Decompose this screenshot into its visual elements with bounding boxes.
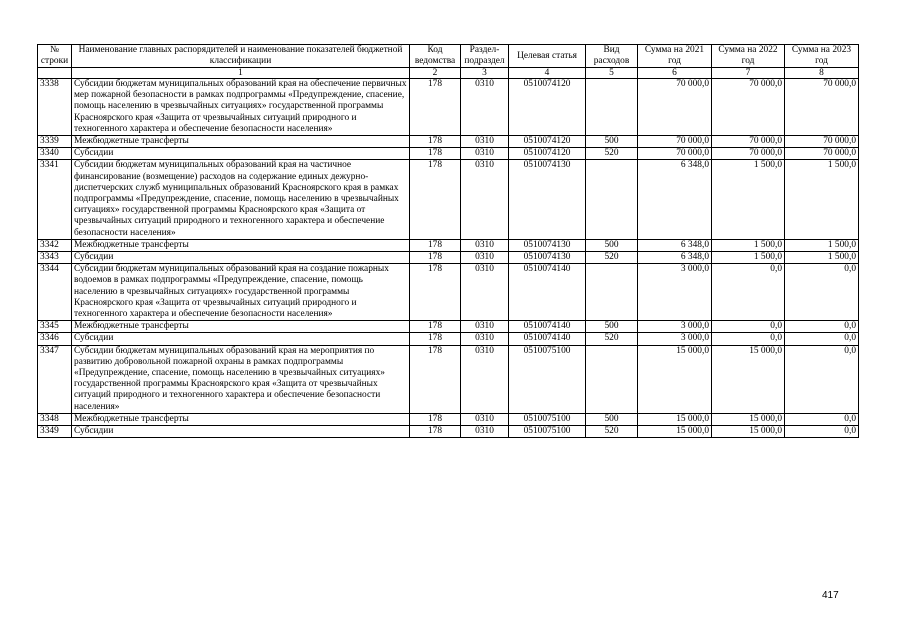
- sum-2022: 15 000,0: [712, 426, 785, 438]
- table-row: [38, 239, 859, 251]
- expense-type: [586, 160, 638, 239]
- header-sum-2021: Сумма на 2021 год: [638, 45, 712, 68]
- target-article: 0510074130: [509, 239, 586, 251]
- expense-type: [586, 79, 638, 136]
- indicator-name: Межбюджетные трансферты: [72, 136, 410, 148]
- sum-2023: 70 000,0: [785, 136, 859, 148]
- row-number: 3346: [38, 333, 72, 345]
- header-name: Наименование главных распорядителей и наименование показателей бюджетной классификации: [72, 45, 410, 68]
- indicator-name: Межбюджетные трансферты: [72, 321, 410, 333]
- section-code: 0310: [461, 345, 509, 413]
- sum-2022: 70 000,0: [712, 148, 785, 160]
- page-number: 417: [822, 590, 839, 601]
- target-article: 0510075100: [509, 413, 586, 425]
- sum-2023: 0,0: [785, 426, 859, 438]
- table-row: [38, 79, 859, 136]
- table-row: [38, 345, 859, 413]
- sum-2021: 70 000,0: [638, 136, 712, 148]
- table-body: [38, 79, 859, 438]
- sum-2022: 70 000,0: [712, 136, 785, 148]
- dept-code: 178: [410, 333, 461, 345]
- row-number: 3343: [38, 252, 72, 264]
- row-number: 3347: [38, 345, 72, 413]
- sum-2021: 3 000,0: [638, 264, 712, 321]
- table-row: [38, 136, 859, 148]
- section-code: 0310: [461, 79, 509, 136]
- budget-table: [37, 44, 859, 438]
- indicator-name: Субсидии: [72, 333, 410, 345]
- target-article: 0510074120: [509, 136, 586, 148]
- column-number: 1: [72, 68, 410, 79]
- row-number: 3349: [38, 426, 72, 438]
- expense-type: [586, 264, 638, 321]
- column-number: 2: [410, 68, 461, 79]
- sum-2022: 70 000,0: [712, 79, 785, 136]
- column-number: 4: [509, 68, 586, 79]
- row-number: 3342: [38, 239, 72, 251]
- sum-2022: 0,0: [712, 264, 785, 321]
- sum-2021: 15 000,0: [638, 426, 712, 438]
- section-code: 0310: [461, 426, 509, 438]
- sum-2023: 1 500,0: [785, 252, 859, 264]
- dept-code: 178: [410, 321, 461, 333]
- section-code: 0310: [461, 321, 509, 333]
- header-sum-2022: Сумма на 2022 год: [712, 45, 785, 68]
- table-row: [38, 321, 859, 333]
- expense-type: 500: [586, 239, 638, 251]
- section-code: 0310: [461, 413, 509, 425]
- sum-2022: 15 000,0: [712, 413, 785, 425]
- table-row: [38, 264, 859, 321]
- sum-2021: 6 348,0: [638, 239, 712, 251]
- dept-code: 178: [410, 148, 461, 160]
- indicator-name: Межбюджетные трансферты: [72, 239, 410, 251]
- dept-code: 178: [410, 426, 461, 438]
- dept-code: 178: [410, 345, 461, 413]
- sum-2021: 3 000,0: [638, 333, 712, 345]
- expense-type: 500: [586, 136, 638, 148]
- sum-2021: 70 000,0: [638, 148, 712, 160]
- indicator-name: Субсидии бюджетам муниципальных образований края на создание пожарных водоемов в рамках подпрограммы «Предупреждение, спасение, помощь населению в чрезвычайных ситуациях» государственной программы Красноярского края «Защита от чрезвычайных ситуаций природного и техногенного характера и обеспечение безопасности населения»: [72, 264, 410, 321]
- sum-2021: 6 348,0: [638, 160, 712, 239]
- header-target: Целевая статья: [509, 45, 586, 68]
- column-number: 7: [712, 68, 785, 79]
- expense-type: [586, 345, 638, 413]
- expense-type: 500: [586, 321, 638, 333]
- column-number: [38, 68, 72, 79]
- section-code: 0310: [461, 239, 509, 251]
- sum-2023: 70 000,0: [785, 79, 859, 136]
- indicator-name: Межбюджетные трансферты: [72, 413, 410, 425]
- dept-code: 178: [410, 239, 461, 251]
- indicator-name: Субсидии: [72, 148, 410, 160]
- header-dept-code: Код ведомства: [410, 45, 461, 68]
- table-row: [38, 148, 859, 160]
- sum-2023: 0,0: [785, 413, 859, 425]
- dept-code: 178: [410, 252, 461, 264]
- dept-code: 178: [410, 136, 461, 148]
- row-number: 3340: [38, 148, 72, 160]
- target-article: 0510074140: [509, 321, 586, 333]
- table-header: [38, 45, 859, 79]
- expense-type: 520: [586, 148, 638, 160]
- table-row: [38, 413, 859, 425]
- sum-2022: 1 500,0: [712, 252, 785, 264]
- target-article: 0510074140: [509, 264, 586, 321]
- section-code: 0310: [461, 136, 509, 148]
- target-article: 0510074130: [509, 160, 586, 239]
- sum-2023: 0,0: [785, 321, 859, 333]
- row-number: 3345: [38, 321, 72, 333]
- header-section: Раздел-подраздел: [461, 45, 509, 68]
- row-number: 3339: [38, 136, 72, 148]
- sum-2023: 70 000,0: [785, 148, 859, 160]
- section-code: 0310: [461, 148, 509, 160]
- sum-2021: 3 000,0: [638, 321, 712, 333]
- column-number: 8: [785, 68, 859, 79]
- sum-2022: 1 500,0: [712, 160, 785, 239]
- expense-type: 500: [586, 413, 638, 425]
- expense-type: 520: [586, 333, 638, 345]
- row-number: 3338: [38, 79, 72, 136]
- dept-code: 178: [410, 413, 461, 425]
- dept-code: 178: [410, 160, 461, 239]
- indicator-name: Субсидии бюджетам муниципальных образований края на мероприятия по развитию добровольной пожарной охраны в рамках подпрограммы «Предупреждение, спасение, помощь населению в чрезвычайных ситуациях» государственной программы Красноярского края «Защита от чрезвычайных ситуаций природного и техногенного характера и обеспечение безопасности населения»: [72, 345, 410, 413]
- sum-2023: 0,0: [785, 264, 859, 321]
- sum-2023: 0,0: [785, 333, 859, 345]
- column-number-row: [38, 68, 859, 79]
- target-article: 0510074130: [509, 252, 586, 264]
- indicator-name: Субсидии: [72, 426, 410, 438]
- section-code: 0310: [461, 252, 509, 264]
- sum-2022: 15 000,0: [712, 345, 785, 413]
- indicator-name: Субсидии бюджетам муниципальных образований края на частичное финансирование (возмещение) расходов на содержание единых дежурно-диспетчерских служб муниципальных образований Красноярского края в рамках подпрограммы «Предупреждение, спасение, помощь населению в чрезвычайных ситуациях» государственной программы Красноярского края «Защита от чрезвычайных ситуаций природного и техногенного характера и обеспечение безопасности населения»: [72, 160, 410, 239]
- column-number: 5: [586, 68, 638, 79]
- sum-2021: 15 000,0: [638, 413, 712, 425]
- target-article: 0510074140: [509, 333, 586, 345]
- table-row: [38, 333, 859, 345]
- expense-type: 520: [586, 252, 638, 264]
- target-article: 0510074120: [509, 79, 586, 136]
- header-expense-type: Вид расходов: [586, 45, 638, 68]
- table-row: [38, 426, 859, 438]
- sum-2022: 0,0: [712, 333, 785, 345]
- dept-code: 178: [410, 79, 461, 136]
- sum-2023: 1 500,0: [785, 160, 859, 239]
- sum-2021: 6 348,0: [638, 252, 712, 264]
- target-article: 0510075100: [509, 345, 586, 413]
- row-number: 3341: [38, 160, 72, 239]
- dept-code: 178: [410, 264, 461, 321]
- indicator-name: Субсидии: [72, 252, 410, 264]
- indicator-name: Субсидии бюджетам муниципальных образований края на обеспечение первичных мер пожарной безопасности в рамках подпрограммы «Предупреждение, спасение, помощь населению в чрезвычайных ситуациях» государственной программы Красноярского края «Защита от чрезвычайных ситуаций природного и техногенного характера и обеспечение безопасности населения»: [72, 79, 410, 136]
- sum-2022: 1 500,0: [712, 239, 785, 251]
- row-number: 3348: [38, 413, 72, 425]
- expense-type: 520: [586, 426, 638, 438]
- sum-2022: 0,0: [712, 321, 785, 333]
- sum-2023: 0,0: [785, 345, 859, 413]
- sum-2023: 1 500,0: [785, 239, 859, 251]
- table-row: [38, 252, 859, 264]
- section-code: 0310: [461, 160, 509, 239]
- target-article: 0510075100: [509, 426, 586, 438]
- section-code: 0310: [461, 333, 509, 345]
- header-sum-2023: Сумма на 2023 год: [785, 45, 859, 68]
- target-article: 0510074120: [509, 148, 586, 160]
- sum-2021: 70 000,0: [638, 79, 712, 136]
- sum-2021: 15 000,0: [638, 345, 712, 413]
- table-row: [38, 160, 859, 239]
- column-number: 3: [461, 68, 509, 79]
- row-number: 3344: [38, 264, 72, 321]
- section-code: 0310: [461, 264, 509, 321]
- column-number: 6: [638, 68, 712, 79]
- header-row-no: № строки: [38, 45, 72, 68]
